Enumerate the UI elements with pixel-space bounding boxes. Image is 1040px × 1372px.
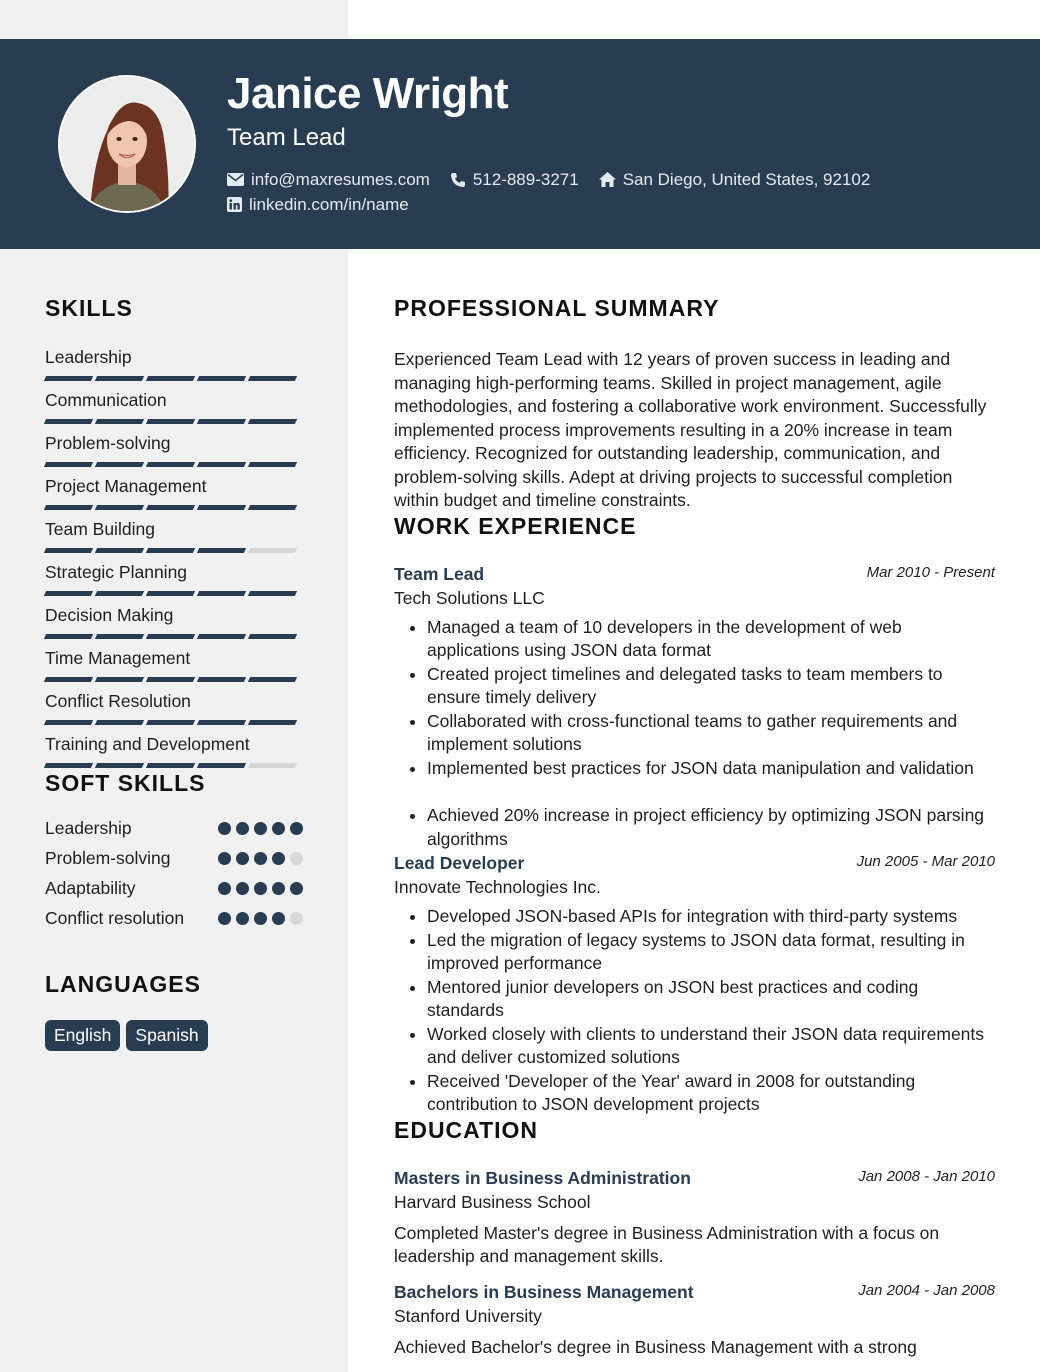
linkedin-icon <box>227 197 242 212</box>
rating-dot <box>290 852 303 865</box>
job-bullets <box>394 905 995 1117</box>
skill-item <box>45 516 305 559</box>
skill-level-segment <box>197 720 246 725</box>
bullet-item: • Led the migration of legacy systems to JSON data format, resulting in improved performance <box>427 929 995 976</box>
skill-level-bars <box>45 591 300 596</box>
skill-label: Training and Development <box>45 734 250 754</box>
soft-skills-list <box>45 815 305 959</box>
bullet-item: • Collaborated with cross-functional teams to gather requirements and implement solutions <box>427 710 995 757</box>
rating-dot <box>272 882 285 895</box>
education-list <box>394 1168 995 1360</box>
languages-list <box>45 1020 305 1051</box>
job-company: Tech Solutions LLC <box>394 587 545 608</box>
home-icon <box>599 172 616 187</box>
soft-skill-label: Adaptability <box>45 878 136 898</box>
skill-level-segment <box>44 462 93 467</box>
skill-level-segment <box>197 591 246 596</box>
bullet-item: • Managed a team of 10 developers in the development of web applications using JSON data format <box>427 616 995 663</box>
skill-level-segment <box>95 419 144 424</box>
skill-level-segment <box>248 462 297 467</box>
skill-level-segment <box>146 376 195 381</box>
skill-level-bars <box>45 419 300 424</box>
soft-skill-label: Leadership <box>45 818 132 838</box>
skill-level-segment <box>44 591 93 596</box>
skill-level-bars <box>45 720 300 725</box>
skill-item <box>45 473 305 516</box>
soft-skills-title: SOFT SKILLS <box>45 770 206 796</box>
skill-level-segment <box>95 677 144 682</box>
skill-label: Leadership <box>45 347 132 367</box>
education-title: EDUCATION <box>394 1116 539 1143</box>
skill-label: Project Management <box>45 476 207 496</box>
education-entry <box>394 1168 995 1269</box>
languages-title: LANGUAGES <box>45 971 201 997</box>
skill-level-segment <box>248 720 297 725</box>
skill-item <box>45 387 305 430</box>
school-name: Stanford University <box>394 1305 542 1326</box>
skill-item <box>45 559 305 602</box>
rating-dot <box>254 852 267 865</box>
skill-level-segment <box>197 548 246 553</box>
job-bullets <box>394 616 995 852</box>
skill-item <box>45 344 305 387</box>
soft-skill-label: Problem-solving <box>45 848 171 868</box>
location-text: San Diego, United States, 92102 <box>622 169 871 189</box>
soft-skill-item <box>45 845 305 875</box>
skill-level-segment <box>248 376 297 381</box>
skill-item <box>45 602 305 645</box>
rating-dot <box>236 912 249 925</box>
phone-contact[interactable] <box>450 170 579 190</box>
job-title: Lead Developer <box>394 853 525 873</box>
skills-list <box>45 344 305 774</box>
rating-dot <box>272 912 285 925</box>
skill-level-segment <box>44 720 93 725</box>
skill-level-segment <box>248 548 297 553</box>
job-company: Innovate Technologies Inc. <box>394 877 601 897</box>
skill-level-segment <box>248 763 297 768</box>
job-title: Team Lead <box>394 563 485 584</box>
soft-skill-label: Conflict resolution <box>45 908 185 928</box>
skill-item <box>45 645 305 688</box>
skill-level-segment <box>197 763 246 768</box>
skill-label: Decision Making <box>45 605 174 625</box>
skill-level-segment <box>197 376 246 381</box>
experience-title: WORK EXPERIENCE <box>394 512 637 539</box>
skill-level-bars <box>45 634 300 639</box>
skill-level-segment <box>197 462 246 467</box>
phone-icon <box>450 172 466 188</box>
language-chip: Spanish <box>126 1020 207 1051</box>
job-entry <box>394 564 995 852</box>
phone-text: 512-889-3271 <box>472 169 579 189</box>
avatar <box>58 75 196 213</box>
skill-level-segment <box>248 591 297 596</box>
skill-level-segment <box>146 634 195 639</box>
skill-level-segment <box>95 591 144 596</box>
skill-level-segment <box>197 505 246 510</box>
skill-level-segment <box>146 505 195 510</box>
experience-list <box>394 564 995 1117</box>
skill-level-bars <box>45 548 300 553</box>
rating-dot <box>236 882 249 895</box>
email-contact[interactable] <box>227 170 430 190</box>
skill-item <box>45 430 305 473</box>
bullet-item: • Mentored junior developers on JSON best practices and coding standards <box>427 976 995 1023</box>
skill-level-segment <box>95 462 144 467</box>
job-header <box>394 564 995 587</box>
skill-item <box>45 731 305 774</box>
skill-level-bars <box>45 505 300 510</box>
bullet-item: • Received 'Developer of the Year' award in 2008 for outstanding contribution to JSON development projects <box>427 1070 995 1117</box>
job-date: Mar 2010 - Present <box>866 563 995 581</box>
contact-info <box>227 167 890 217</box>
skill-level-segment <box>95 720 144 725</box>
soft-skill-rating <box>213 882 303 895</box>
rating-dot <box>236 852 249 865</box>
sidebar <box>45 295 305 1051</box>
skill-level-bars <box>45 376 300 381</box>
bullet-item: • Implemented best practices for JSON data manipulation and validation <box>427 757 995 781</box>
bullet-item: • Developed JSON-based APIs for integration with third-party systems <box>427 905 995 929</box>
skill-level-segment <box>197 634 246 639</box>
rating-dot <box>272 852 285 865</box>
degree-title: Masters in Business Administration <box>394 1167 691 1188</box>
rating-dot <box>236 822 249 835</box>
skill-level-segment <box>146 720 195 725</box>
skills-title: SKILLS <box>45 295 133 321</box>
skill-level-segment <box>44 763 93 768</box>
soft-skill-item <box>45 905 305 959</box>
skill-label: Team Building <box>45 519 155 539</box>
skill-label: Communication <box>45 390 167 410</box>
soft-skill-rating <box>213 822 303 835</box>
skill-label: Time Management <box>45 648 191 668</box>
skill-item <box>45 688 305 731</box>
bullet-item: • Achieved 20% increase in project efficiency by optimizing JSON parsing algorithms <box>427 804 995 851</box>
skill-level-segment <box>248 419 297 424</box>
candidate-role: Team Lead <box>227 124 346 151</box>
rating-dot <box>254 912 267 925</box>
skill-level-segment <box>248 505 297 510</box>
linkedin-contact[interactable] <box>227 195 409 215</box>
skill-level-segment <box>95 634 144 639</box>
soft-skill-rating <box>213 852 303 865</box>
education-date: Jan 2008 - Jan 2010 <box>858 1167 995 1185</box>
education-description: Completed Master's degree in Business Administration with a focus on leadership and management skills. <box>394 1222 940 1266</box>
bullet-item: • Created project timelines and delegated tasks to team members to ensure timely delivery <box>427 663 995 710</box>
rating-dot <box>218 912 231 925</box>
rating-dot <box>218 822 231 835</box>
skill-level-segment <box>146 419 195 424</box>
skill-level-segment <box>44 419 93 424</box>
soft-skill-item <box>45 875 305 905</box>
skill-level-segment <box>44 376 93 381</box>
location-contact <box>599 170 871 190</box>
soft-skill-item <box>45 815 305 845</box>
skill-level-segment <box>44 548 93 553</box>
skill-level-segment <box>44 634 93 639</box>
job-entry <box>394 853 995 1117</box>
job-header <box>394 853 995 876</box>
envelope-icon <box>227 173 244 186</box>
soft-skill-rating <box>213 912 303 925</box>
rating-dot <box>290 912 303 925</box>
skill-level-segment <box>146 763 195 768</box>
main-content <box>394 295 995 1359</box>
skill-level-bars <box>45 763 300 768</box>
skill-level-segment <box>95 548 144 553</box>
skill-label: Problem-solving <box>45 433 171 453</box>
skill-level-segment <box>146 591 195 596</box>
bullet-item: • Worked closely with clients to understand their JSON data requirements and deliver customized solutions <box>427 1023 995 1070</box>
email-text: info@maxresumes.com <box>251 169 430 189</box>
job-date: Jun 2005 - Mar 2010 <box>856 853 995 870</box>
skill-level-segment <box>197 677 246 682</box>
language-chip: English <box>45 1020 120 1051</box>
skill-level-segment <box>44 505 93 510</box>
skill-label: Conflict Resolution <box>45 691 191 711</box>
rating-dot <box>272 822 285 835</box>
linkedin-text: linkedin.com/in/name <box>249 194 409 214</box>
education-header <box>394 1282 995 1305</box>
school-name: Harvard Business School <box>394 1191 591 1212</box>
rating-dot <box>218 852 231 865</box>
candidate-name: Janice Wright <box>227 69 509 118</box>
summary-title: PROFESSIONAL SUMMARY <box>394 295 720 321</box>
skill-label: Strategic Planning <box>45 562 188 582</box>
skill-level-segment <box>248 677 297 682</box>
education-description: Achieved Bachelor's degree in Business Management with a strong <box>394 1336 917 1357</box>
skill-level-segment <box>146 462 195 467</box>
skill-level-segment <box>248 634 297 639</box>
rating-dot <box>254 882 267 895</box>
rating-dot <box>254 822 267 835</box>
summary-text: Experienced Team Lead with 12 years of proven success in leading and managing high-performing teams. Skilled in project management, agile methodologies, and fostering a collaborative work environment. Successfully implemented process improvements resulting in a 20% increase in team efficiency. Recognized for outstanding leadership, communication, and problem-solving skills. Adept at driving projects to successful completion within budget and timeline constraints. <box>394 349 987 510</box>
skill-level-bars <box>45 677 300 682</box>
rating-dot <box>290 882 303 895</box>
rating-dot <box>290 822 303 835</box>
degree-title: Bachelors in Business Management <box>394 1281 694 1302</box>
education-date: Jan 2004 - Jan 2008 <box>858 1281 995 1299</box>
skill-level-segment <box>95 763 144 768</box>
skill-level-segment <box>95 505 144 510</box>
skill-level-segment <box>197 419 246 424</box>
skill-level-bars <box>45 462 300 467</box>
rating-dot <box>218 882 231 895</box>
skill-level-segment <box>95 376 144 381</box>
education-entry <box>394 1282 995 1360</box>
skill-level-segment <box>146 677 195 682</box>
skill-level-segment <box>146 548 195 553</box>
skill-level-segment <box>44 677 93 682</box>
education-header <box>394 1168 995 1191</box>
header <box>0 39 1040 249</box>
